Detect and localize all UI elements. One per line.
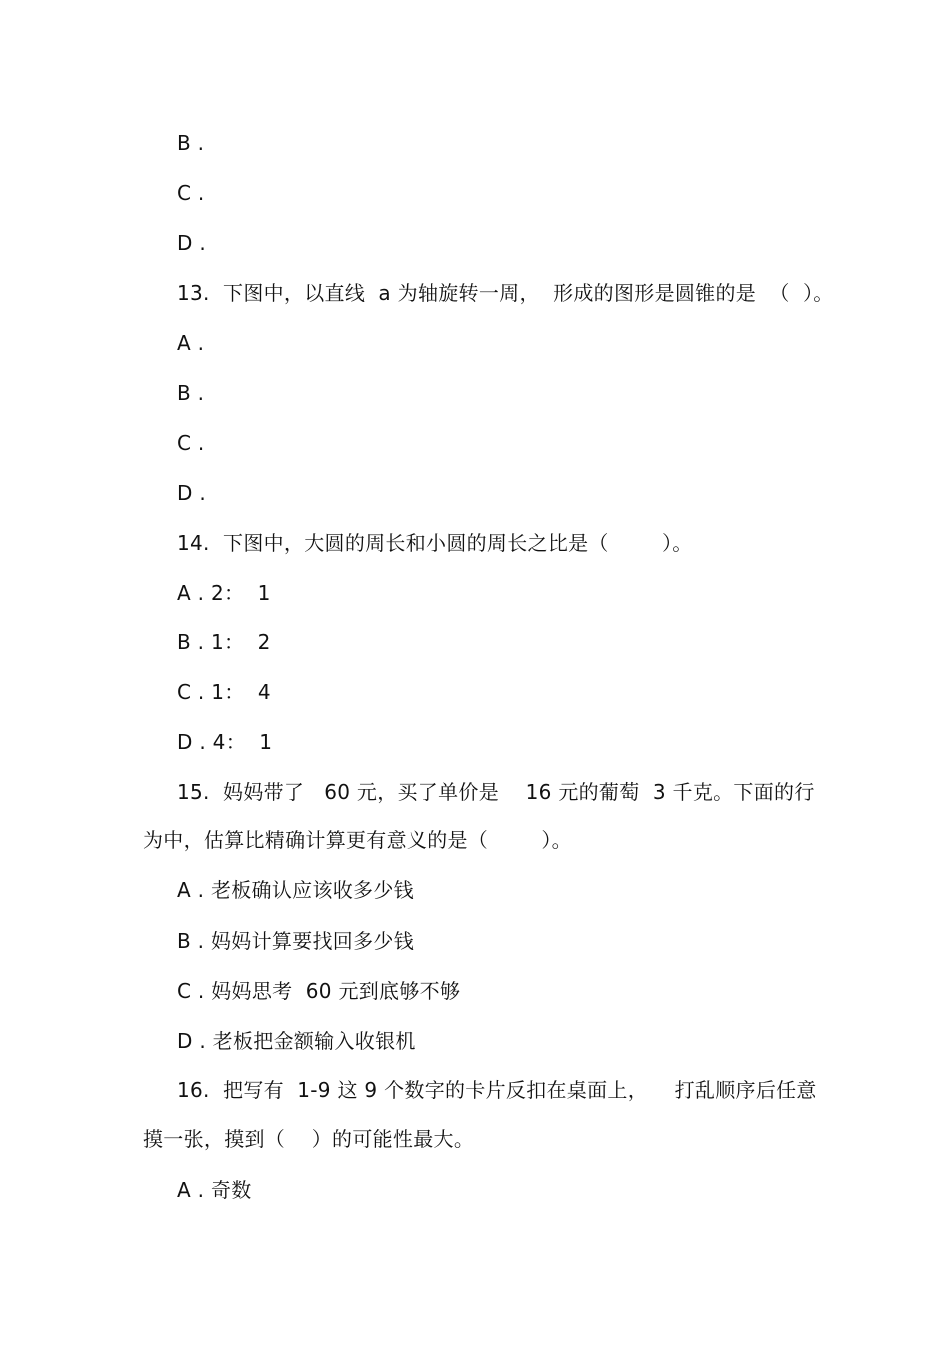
q15-option-a: A . 老板确认应该收多少钱 [177, 878, 414, 902]
q12-option-b: B . [177, 131, 205, 155]
q16-option-a: A . 奇数 [177, 1178, 252, 1202]
q12-option-c: C . [177, 181, 205, 205]
q15-option-c: C . 妈妈思考 60 元到底够不够 [177, 979, 461, 1003]
q16-stem-line1: 16. 把写有 1-9 这 9 个数字的卡片反扣在桌面上， 打乱顺序后任意 [177, 1078, 817, 1102]
q14-stem: 14. 下图中，大圆的周长和小圆的周长之比是（ ）。 [177, 531, 693, 555]
q13-option-d: D . [177, 481, 207, 505]
q15-option-d: D . 老板把金额输入收银机 [177, 1029, 416, 1053]
q15-stem-line1: 15. 妈妈带了 60 元，买了单价是 16 元的葡萄 3 千克。下面的行 [177, 780, 815, 804]
q13-option-a: A . [177, 331, 205, 355]
q13-stem: 13. 下图中，以直线 a 为轴旋转一周， 形成的图形是圆锥的是 （ ）。 [177, 281, 834, 305]
q12-option-d: D . [177, 231, 207, 255]
q14-option-d: D . 4： 1 [177, 730, 273, 754]
q14-option-c: C . 1： 4 [177, 680, 271, 704]
q16-stem-line2: 摸一张，摸到（ ）的可能性最大。 [143, 1127, 475, 1151]
q15-option-b: B . 妈妈计算要找回多少钱 [177, 929, 414, 953]
q14-option-a: A . 2： 1 [177, 581, 271, 605]
q15-stem-line2: 为中，估算比精确计算更有意义的是（ ）。 [143, 828, 572, 852]
q13-option-b: B . [177, 381, 205, 405]
q14-option-b: B . 1： 2 [177, 630, 271, 654]
q13-option-c: C . [177, 431, 205, 455]
